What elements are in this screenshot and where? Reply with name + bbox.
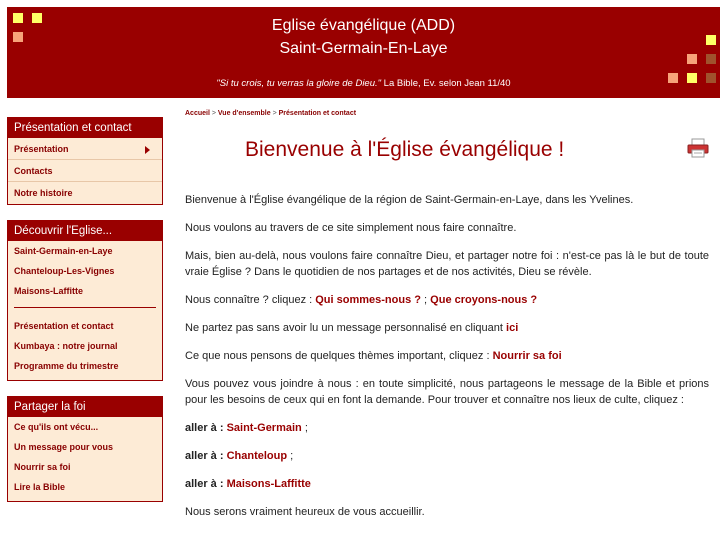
sidebar-box-presentation [7,117,163,205]
page-title: Bienvenue à l'Église évangélique ! [245,138,565,161]
sidebar-item-programme[interactable]: Programme du trimestre [14,361,119,371]
breadcrumb-home[interactable]: Accueil [185,110,210,117]
sidebar-item-presentation-contact[interactable]: Présentation et contact [14,321,114,331]
sidebar-item-faith[interactable]: Nourrir sa foi [14,462,71,472]
paragraph-text: ; [301,422,308,434]
sidebar-box-title: Découvrir l'Eglise... [8,221,162,241]
sidebar-box-title: Partager la foi [8,397,162,417]
sidebar-item-message[interactable]: Un message pour vous [14,442,114,452]
paragraph: Vous pouvez vous joindre à nous : en toute simplicité, nous partageons le message de la Bible et prions pour les besoins de ceux qui en font la demande. Pour trouver et connaître nos lieux de culte, cliquez : [185,378,709,406]
sidebar-item-presentation[interactable] [8,138,162,160]
quote-text: "Si tu crois, tu verras la gloire de Dieu." [216,78,382,89]
sidebar-item-label: Présentation [14,144,69,154]
sidebar-item-maisons-laffitte[interactable]: Maisons-Laffitte [14,286,84,296]
link-chanteloup[interactable]: Chanteloup [226,450,288,462]
link-maisons-laffitte[interactable]: Maisons-Laffitte [226,478,311,490]
paragraph-text: Nous connaître ? cliquez : [185,294,316,306]
paragraph-text: Ce que nous pensons de quelques thèmes important, cliquez : [185,350,493,362]
sidebar-item-history[interactable]: Notre histoire [14,188,73,198]
sidebar-box-share [7,396,163,502]
paragraph: Bienvenue à l'Église évangélique de la région de Saint-Germain-en-Laye, dans les Yvelines. [185,194,634,206]
link-saint-germain[interactable]: Saint-Germain [226,422,302,434]
sidebar-item-bible[interactable]: Lire la Bible [14,482,66,492]
site-title: Eglise évangélique (ADD) [271,17,456,34]
paragraph [185,476,709,492]
sidebar-item-journal[interactable]: Kumbaya : notre journal [14,341,118,351]
article-body [185,192,709,532]
link-who-we-are[interactable]: Qui sommes-nous ? [315,294,421,306]
paragraph: Mais, bien au-delà, nous voulons faire connaître Dieu, et partager notre foi : n'est-ce pas là le but de toute vraie Église ? Dans le quotidien de nos partages et de nos activités, Dieu se révèle. [185,250,709,278]
sidebar-divider [14,307,156,308]
breadcrumb [185,110,709,117]
paragraph: Nous voulons au travers de ce site simplement nous faire connaître. [185,222,517,234]
breadcrumb-separator: > [270,110,279,117]
sidebar-box-title: Présentation et contact [8,118,162,138]
paragraph-text: ; [421,294,431,306]
arrow-right-icon [145,146,150,154]
paragraph [185,348,709,364]
main-content [185,110,709,518]
sidebar-item-testimonies[interactable]: Ce qu'ils ont vécu... [14,422,99,432]
link-nourrir-sa-foi[interactable]: Nourrir sa foi [492,350,562,362]
breadcrumb-current[interactable]: Présentation et contact [278,110,357,117]
paragraph [185,448,709,464]
printer-icon[interactable] [687,138,709,156]
sidebar-item-chanteloup[interactable]: Chanteloup-Les-Vignes [14,266,115,276]
go-prefix: aller à : [185,422,227,434]
link-message[interactable]: ici [506,322,519,334]
sidebar [7,117,163,502]
paragraph [185,292,709,308]
site-header [7,7,720,98]
sidebar-item-saint-germain[interactable]: Saint-Germain-en-Laye [14,246,113,256]
paragraph [185,420,709,436]
paragraph [185,320,709,336]
paragraph: Nous serons vraiment heureux de vous accueillir. [185,506,425,518]
paragraph-text: Ne partez pas sans avoir lu un message personnalisé en cliquant [185,322,507,334]
go-prefix: aller à : [185,450,227,462]
sidebar-item-contacts[interactable]: Contacts [8,160,162,182]
breadcrumb-overview[interactable]: Vue d'ensemble [217,110,271,117]
go-prefix: aller à : [185,478,227,490]
breadcrumb-separator: > [209,110,218,117]
paragraph-text: ; [287,450,294,462]
sidebar-box-discover [7,220,163,381]
quote-source: La Bible, Ev. selon Jean 11/40 [381,78,511,89]
header-quote [7,78,720,89]
link-what-we-believe[interactable]: Que croyons-nous ? [430,294,538,306]
site-subtitle: Saint-Germain-En-Laye [279,40,448,57]
